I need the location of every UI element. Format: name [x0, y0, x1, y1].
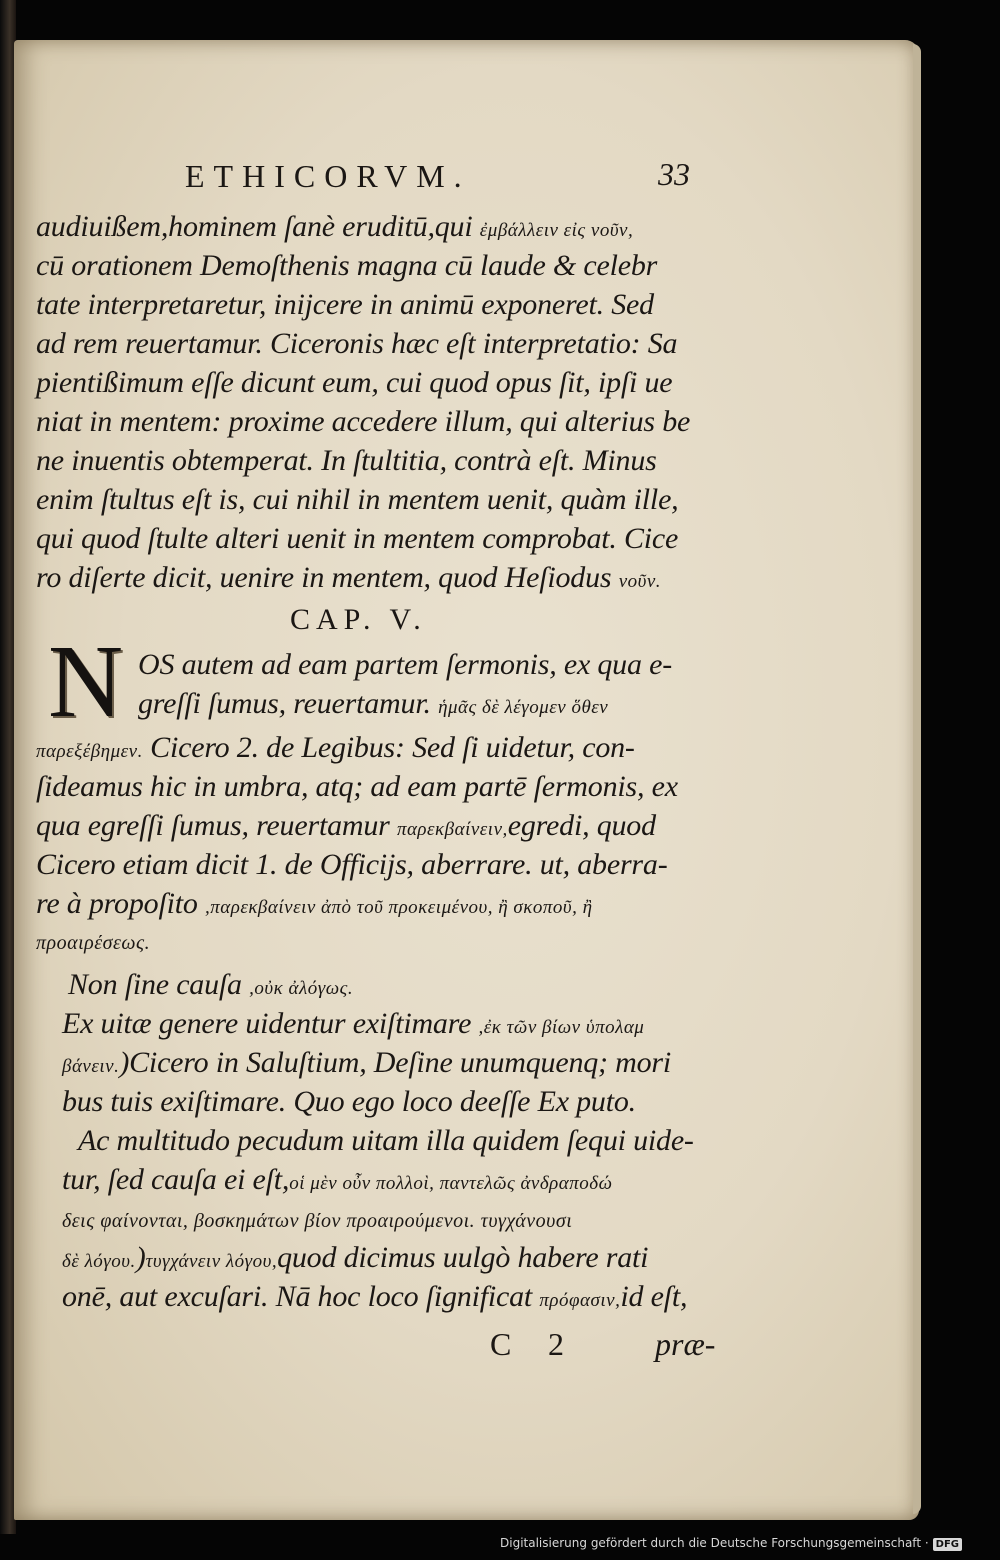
- entry-line: δὲ λόγου.)τυγχάνειν λόγου,quod dicimus uulgò habere rati: [62, 1241, 649, 1274]
- digitization-footer: [500, 1536, 962, 1556]
- greek-phrase: ,παρεκβαίνειν ἀπὸ τοῦ προκειμένου, ἢ σκοποῦ, ἢ: [204, 897, 593, 918]
- page-edge-right: [913, 44, 921, 1514]
- text-line: greſſi ſumus, reuertamur. ἡμᾶς δὲ λέγομεν ὅθεν: [138, 687, 609, 720]
- text-line: niat in mentem: proxime accedere illum, qui alterius be: [36, 405, 691, 438]
- entry-line: Non ſine cauſa ,οὐκ ἀλόγως.: [68, 968, 354, 1001]
- greek-phrase: παρεξέβημεν.: [36, 741, 143, 762]
- entry-line: onē, aut excuſari. Nā hoc loco ſignificat πρόφασιν,id eſt,: [62, 1280, 688, 1313]
- greek-phrase: ,οὐκ ἀλόγως.: [249, 978, 354, 999]
- greek-phrase: ἐμβάλλειν εἰς νοῦν,: [479, 220, 634, 241]
- entry-line: bus tuis exiſtimare. Quo ego loco deeſſe Ex puto.: [62, 1085, 636, 1118]
- page-number: 33: [658, 156, 690, 192]
- text-line: ad rem reuertamur. Ciceronis hæc eſt interpretatio: Sa: [36, 327, 678, 360]
- catchword: præ-: [655, 1326, 716, 1362]
- entry-line: tur, ſed cauſa ei eſt,οἱ μὲν οὖν πολλοὶ, παντελῶς ἀνδραποδώ: [62, 1163, 613, 1196]
- text-line: qua egreſſi ſumus, reuertamur παρεκβαίνειν,egredi, quod: [36, 809, 656, 842]
- greek-phrase: παρεκβαίνειν,: [396, 819, 508, 840]
- drop-initial: N: [48, 624, 124, 739]
- text-line: pientißimum eſſe dicunt eum, cui quod opus ſit, ipſi ue: [36, 366, 673, 399]
- text-line: ſideamus hic in umbra, atq; ad eam partē ſermonis, ex: [36, 770, 678, 803]
- running-title: ETHICORVM.: [185, 158, 471, 194]
- text-line: audiuißem,hominem ſanè eruditū,qui ἐμβάλλειν εἰς νοῦν,: [36, 210, 634, 243]
- greek-phrase: πρόφασιν,: [539, 1290, 621, 1311]
- greek-line: δεις φαίνονται, βοσκημάτων βίον προαιρούμενοι. τυγχάνουσι: [62, 1210, 573, 1232]
- greek-phrase: βάνειν.: [62, 1056, 120, 1077]
- text-line: tate interpretaretur, inijcere in animū exponeret. Sed: [36, 288, 654, 321]
- signature-mark: C: [490, 1326, 512, 1362]
- text-line: Cicero etiam dicit 1. de Officijs, aberrare. ut, aberra-: [36, 848, 668, 881]
- greek-line: προαιρέσεως.: [36, 932, 151, 954]
- text-line: cū orationem Demoſthenis magna cū laude & celebr: [36, 249, 658, 282]
- text-line: OS autem ad eam partem ſermonis, ex qua e-: [138, 648, 672, 681]
- entry-line: βάνειν.)Cicero in Saluſtium, Deſine unumquenq; mori: [62, 1046, 672, 1079]
- chapter-heading: CAP. V.: [290, 603, 427, 636]
- greek-phrase: ,ἐκ τῶν βίων ὑπολαμ: [478, 1017, 645, 1038]
- running-header: [185, 158, 690, 192]
- text-line: παρεξέβημεν. Cicero 2. de Legibus: Sed ſi uidetur, con-: [36, 731, 635, 764]
- dfg-logo: DFG: [933, 1538, 962, 1551]
- greek-phrase: δὲ λόγου.: [62, 1251, 136, 1272]
- text-line: qui quod ſtulte alteri uenit in mentem comprobat. Cice: [36, 522, 679, 555]
- footer-text: Digitalisierung gefördert durch die Deutsche Forschungsgemeinschaft ·: [500, 1536, 929, 1550]
- entry-line: Ex uitæ genere uidentur exiſtimare ,ἐκ τῶν βίων ὑπολαμ: [62, 1007, 645, 1040]
- text-line: ne inuentis obtemperat. In ſtultitia, contrà eſt. Minus: [36, 444, 657, 477]
- text-line: ro diſerte dicit, uenire in mentem, quod Heſiodus νοῦν.: [36, 561, 662, 594]
- greek-phrase: ἡμᾶς δὲ λέγομεν ὅθεν: [438, 697, 609, 718]
- signature-number: 2: [548, 1326, 564, 1362]
- greek-phrase: νοῦν.: [618, 571, 662, 592]
- text-line: re à propoſito ,παρεκβαίνειν ἀπὸ τοῦ προκειμένου, ἢ σκοποῦ, ἢ: [36, 887, 593, 920]
- entry-line: Ac multitudo pecudum uitam illa quidem ſequi uide-: [78, 1124, 694, 1157]
- greek-phrase: οἱ μὲν οὖν πολλοὶ, παντελῶς ἀνδραποδώ: [289, 1173, 613, 1194]
- text-line: enim ſtultus eſt is, cui nihil in mentem uenit, quàm ille,: [36, 483, 679, 516]
- greek-phrase: τυγχάνειν λόγου,: [145, 1251, 278, 1272]
